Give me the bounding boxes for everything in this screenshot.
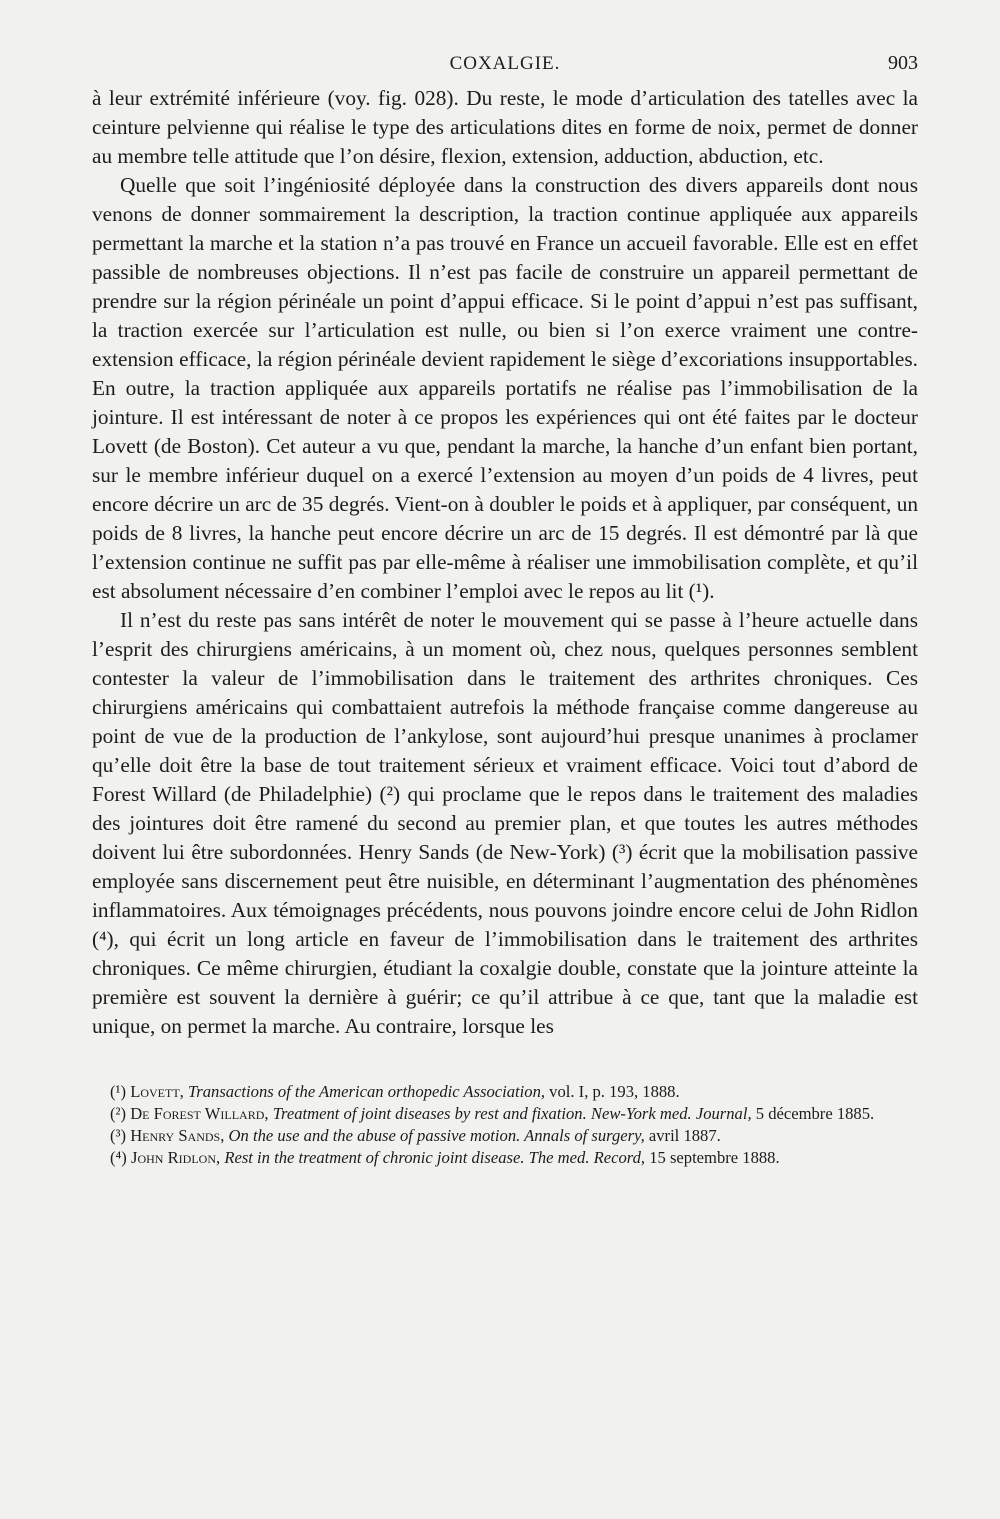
footnotes	[92, 1081, 918, 1169]
footnote-number: (⁴)	[110, 1148, 127, 1167]
paragraph-continued: à leur extrémité inférieure (voy. fig. 028). Du reste, le mode d’articulation des tatelles avec la ceinture pelvienne qui réalise le type des articulations dites en forme de noix, permet de donner au membre telle attitude que l’on désire, flexion, extension, adduction, abduction, etc.	[92, 86, 918, 168]
footnote-details: 15 septembre 1888.	[645, 1148, 780, 1167]
footnote-author: Henry Sands,	[130, 1126, 225, 1145]
main-text	[92, 84, 918, 1041]
footnote-work: Treatment of joint diseases by rest and fixation. New-York med. Journal,	[272, 1104, 752, 1123]
running-title: COXALGIE.	[449, 53, 561, 74]
footnote-number: (²)	[110, 1104, 127, 1123]
footnote-number: (¹)	[110, 1082, 127, 1101]
footnote	[92, 1081, 918, 1103]
paragraph: Il n’est du reste pas sans intérêt de noter le mouvement qui se passe à l’heure actuelle dans l’esprit des chirurgiens américains, à un moment où, chez nous, quelques personnes semblent contester la valeur de l’immobilisation dans le traitement des arthrites chroniques. Ces chirurgiens américains qui combattaient autrefois la méthode française comme dangereuse au point de vue de la production de l’ankylose, sont aujourd’hui presque unanimes à proclamer qu’elle doit être la base de tout traitement sérieux et vraiment efficace. Voici tout d’abord de Forest Willard (de Philadelphie) (²) qui proclame que le repos dans le traitement des maladies des jointures doit être ramené du second au premier plan, et que toutes les autres méthodes doivent lui être subordonnées. Henry Sands (de New-York) (³) écrit que la mobilisation passive employée sans discernement peut être nuisible, en déterminant l’augmentation des phénomènes inflammatoires. Aux témoignages précédents, nous pouvons joindre encore celui de John Ridlon (⁴), qui écrit un long article en faveur de l’immobilisation dans le traitement des arthrites chroniques. Ce même chirurgien, étudiant la coxalgie double, constate que la jointure atteinte la première est souvent la dernière à guérir; ce qu’il attribue à ce que, tant que la maladie est unique, on permet la marche. Au contraire, lorsque les	[92, 608, 918, 1038]
paragraph: Quelle que soit l’ingéniosité déployée dans la construction des divers appareils dont nous venons de donner sommairement la description, la traction continue appliquée aux appareils permettant la marche et la station n’a pas trouvé en France un accueil favorable. Elle est en effet passible de nombreuses objections. Il n’est pas facile de construire un appareil permettant de prendre sur la région périnéale un point d’appui efficace. Si le point d’appui n’est pas suffisant, la traction exercée sur l’articulation est nulle, ou bien si l’on exerce vraiment une contre-extension efficace, la région périnéale devient rapidement le siège d’excoriations insupportables. En outre, la traction appliquée aux appareils portatifs ne réalise pas l’immobilisation de la jointure. Il est intéressant de noter à ce propos les expériences qui ont été faites par le docteur Lovett (de Boston). Cet auteur a vu que, pendant la marche, la hanche d’un enfant bien portant, sur le membre inférieur duquel on a exercé l’extension au moyen d’un poids de 4 livres, peut encore décrire un arc de 35 degrés. Vient-on à doubler le poids et à appliquer, par conséquent, un poids de 8 livres, la hanche peut encore décrire un arc de 15 degrés. Il est démontré par là que l’extension continue ne suffit pas par elle-même à réaliser une immobilisation complète, et qu’il est absolument nécessaire d’en combiner l’emploi avec le repos au lit (¹).	[92, 173, 918, 603]
running-header	[92, 50, 918, 84]
footnote-work: Transactions of the American orthopedic Association,	[187, 1082, 546, 1101]
footnote-work: Rest in the treatment of chronic joint disease. The med. Record,	[224, 1148, 646, 1167]
footnote	[92, 1125, 918, 1147]
footnote-details: avril 1887.	[644, 1126, 721, 1145]
page-number: 903	[888, 52, 918, 74]
footnote-details: vol. I, p. 193, 1888.	[545, 1082, 680, 1101]
footnote-number: (³)	[110, 1126, 127, 1145]
book-page	[92, 50, 918, 1169]
footnote-author: John Ridlon,	[131, 1148, 221, 1167]
footnote	[92, 1103, 918, 1125]
footnote-work: On the use and the abuse of passive motion. Annals of surgery,	[228, 1126, 645, 1145]
footnote-details: 5 décembre 1885.	[751, 1104, 875, 1123]
footnote	[92, 1147, 918, 1169]
footnote-author: De Forest Willard,	[130, 1104, 269, 1123]
footnote-author: Lovett,	[130, 1082, 184, 1101]
